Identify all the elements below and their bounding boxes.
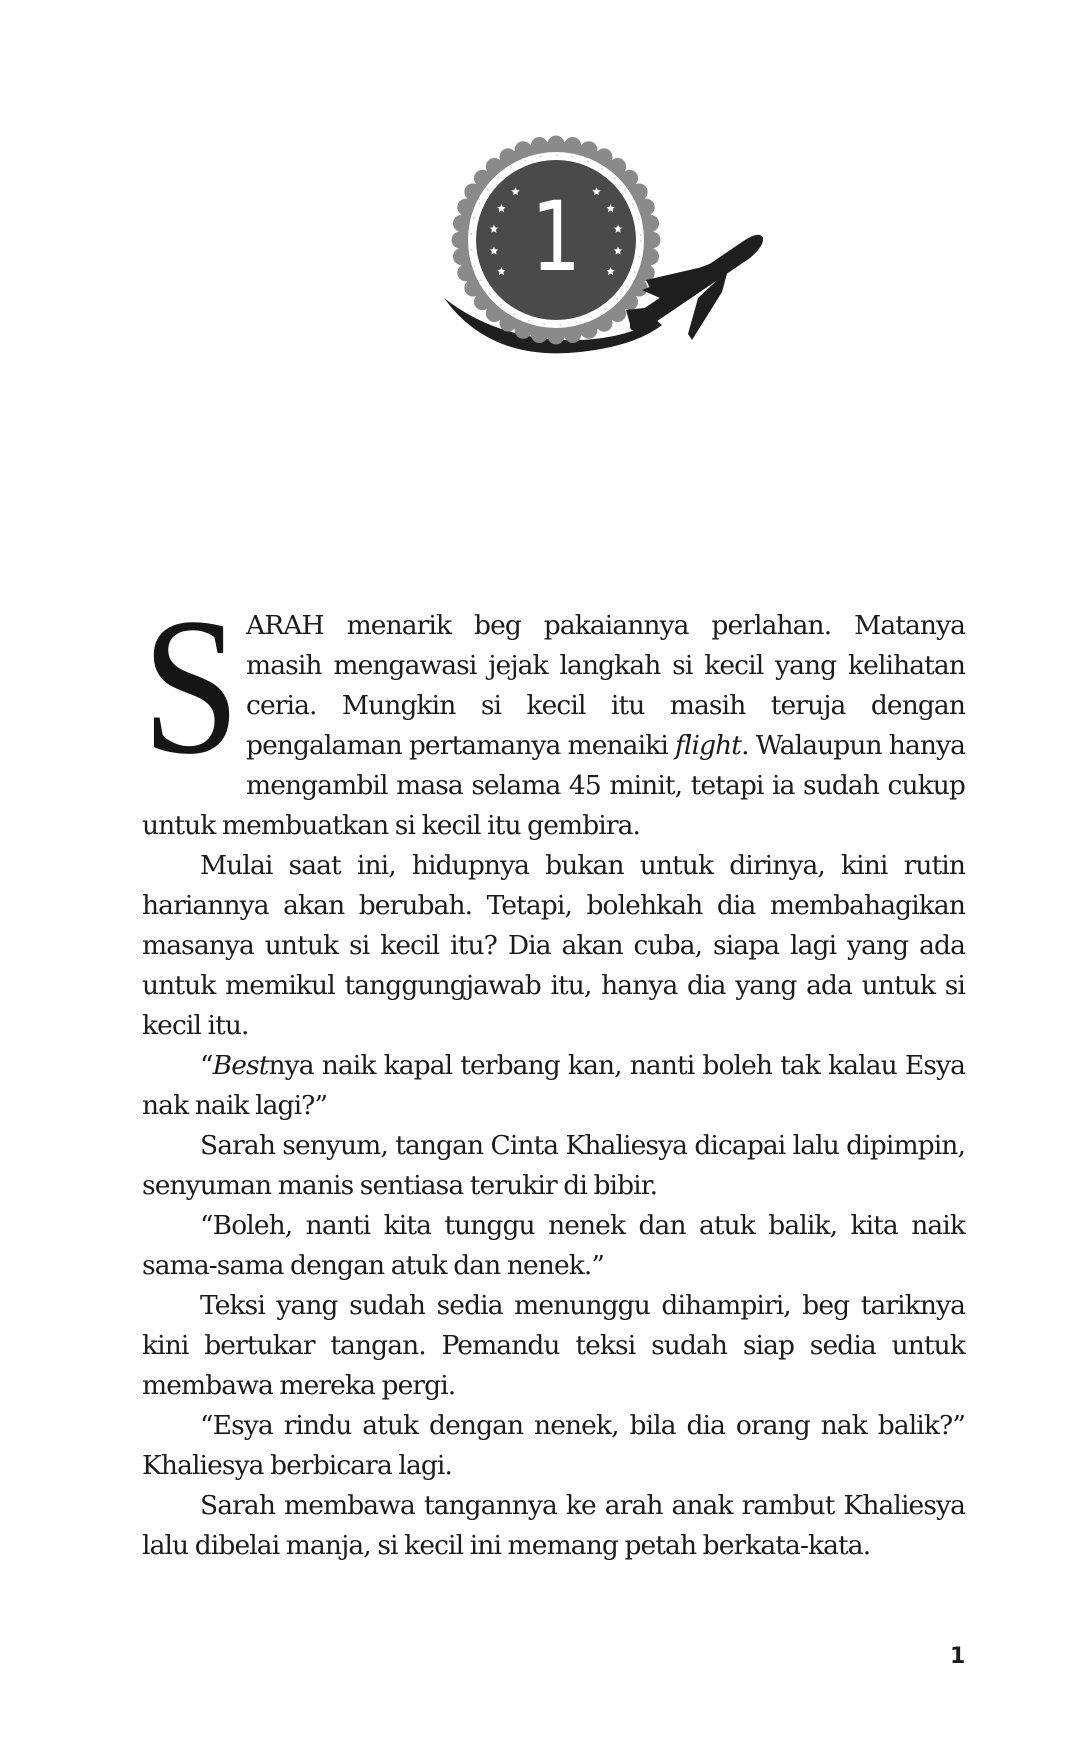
paragraph	[142, 1486, 965, 1566]
page-number: 1	[950, 1644, 966, 1669]
paragraph	[142, 1406, 965, 1486]
paragraph-text: Mulai saat ini, hidupnya bukan untuk dirinya, kini rutin hariannya akan berubah. Tetapi, bolehkah dia membahagikan masanya untuk si kecil itu? Dia akan cuba, siapa lagi yang ada untuk memikul tanggungjawab itu, hanya dia yang ada untuk si kecil itu.	[142, 850, 965, 1041]
paragraph-text: Sarah membawa tangannya ke arah anak rambut Khaliesya lalu dibelai manja, si kecil ini memang petah berkata-kata.	[142, 1490, 965, 1561]
paragraph	[142, 1206, 965, 1286]
italic-word: Best	[212, 1050, 269, 1081]
paragraph-text: “Boleh, nanti kita tunggu nenek dan atuk balik, kita naik sama-sama dengan atuk dan nenek.”	[142, 1210, 965, 1281]
paragraph	[142, 1046, 965, 1126]
paragraph-text: “	[200, 1050, 213, 1081]
paragraph-text: nya naik kapal terbang kan, nanti boleh tak kalau Esya nak naik lagi?”	[142, 1050, 965, 1121]
paragraph-text: “Esya rindu atuk dengan nenek, bila dia orang nak balik?” Khaliesya berbicara lagi.	[142, 1410, 965, 1481]
drop-cap: S	[142, 578, 240, 795]
paragraph-text: . Walaupun hanya mengambil masa selama 45 minit, tetapi ia sudah cukup untuk membuatkan si kecil itu gembira.	[142, 730, 965, 841]
paragraph	[142, 846, 965, 1046]
paragraph-text: Teksi yang sudah sedia menunggu dihampiri, beg tariknya kini bertukar tangan. Pemandu teksi sudah siap sedia untuk membawa mereka pergi.	[142, 1290, 965, 1401]
chapter-badge	[430, 130, 770, 360]
chapter-number: 1	[530, 181, 582, 293]
chapter-body	[142, 578, 965, 1566]
paragraph	[142, 1286, 965, 1406]
italic-word: flight	[675, 730, 742, 761]
paragraph-text: Sarah senyum, tangan Cinta Khaliesya dicapai lalu dipimpin, senyuman manis sentiasa terukir di bibir.	[142, 1130, 965, 1201]
paragraph	[142, 578, 965, 846]
paragraph	[142, 1126, 965, 1206]
paragraph-text: ARAH menarik beg pakaiannya perlahan. Matanya masih mengawasi jejak langkah si kecil yang kelihatan ceria. Mungkin si kecil itu masih teruja dengan pengalaman pertamanya menaiki	[246, 610, 965, 761]
